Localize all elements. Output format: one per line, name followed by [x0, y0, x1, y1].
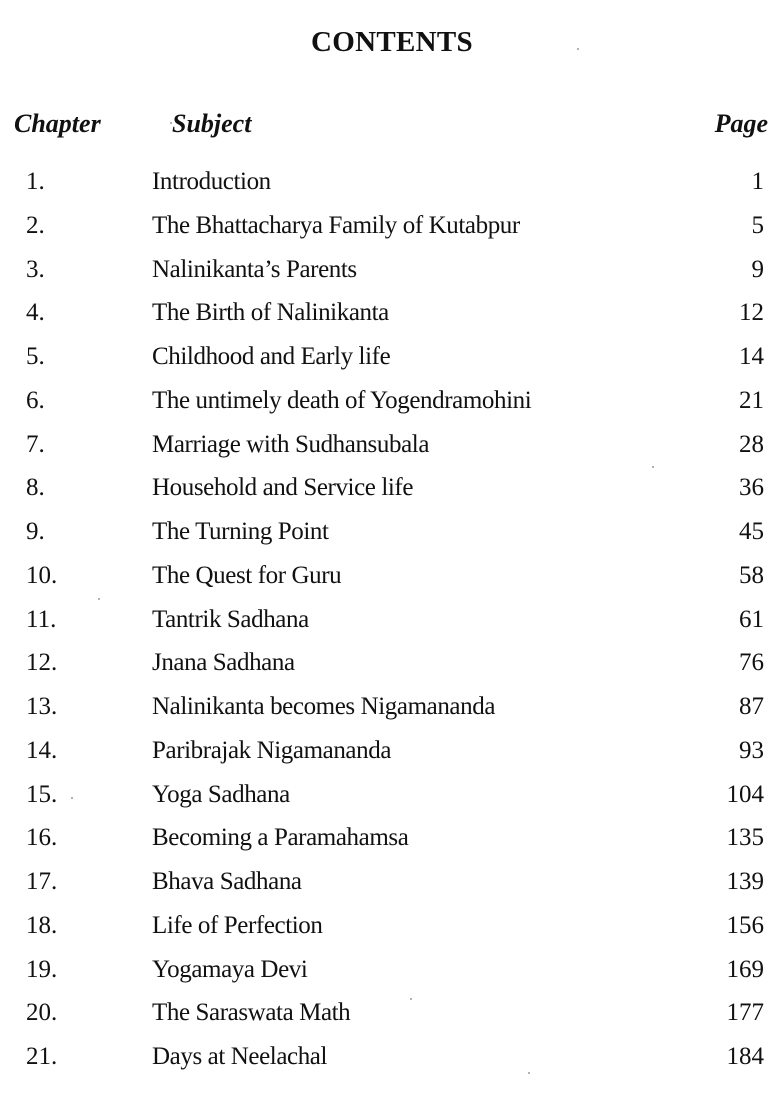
- chapter-subject: Becoming a Paramahamsa: [152, 824, 409, 852]
- column-header-subject: Subject: [172, 109, 252, 138]
- toc-row: [0, 204, 780, 248]
- toc-row: [0, 991, 780, 1035]
- page-number: 58: [739, 561, 764, 589]
- column-header-page: Page: [714, 109, 768, 138]
- chapter-number: 20.: [26, 999, 58, 1027]
- chapter-subject: The Quest for Guru: [152, 561, 342, 589]
- chapter-number: 4.: [26, 299, 45, 327]
- toc-row: [0, 598, 780, 642]
- page-number: 28: [739, 430, 764, 458]
- chapter-number: 21.: [26, 1043, 58, 1070]
- chapter-number: 9.: [26, 518, 45, 545]
- chapter-subject: The untimely death of Yogendramohini: [152, 386, 532, 414]
- toc-row: [0, 335, 780, 379]
- page-number: 104: [726, 780, 764, 808]
- chapter-number: 13.: [26, 693, 58, 720]
- toc-row: [0, 554, 780, 598]
- scan-speck: [71, 797, 73, 799]
- chapter-number: 17.: [26, 868, 58, 895]
- toc-row: [0, 685, 780, 729]
- page-number: 93: [739, 736, 764, 764]
- toc-row: [0, 1035, 780, 1079]
- page-number: 156: [726, 911, 764, 939]
- page-number: 87: [739, 693, 764, 720]
- scan-speck: [652, 466, 654, 468]
- chapter-subject: Nalinikanta’s Parents: [152, 255, 357, 283]
- page-number: 61: [739, 605, 764, 633]
- chapter-number: 11.: [26, 605, 57, 633]
- page-number: 12: [739, 299, 764, 327]
- toc-row: [0, 773, 780, 817]
- chapter-subject: Marriage with Sudhansubala: [152, 430, 430, 458]
- chapter-subject: Bhava Sadhana: [152, 868, 302, 895]
- toc-row: [0, 816, 780, 860]
- page-number: 169: [726, 955, 764, 983]
- page-number: 1: [751, 168, 764, 195]
- chapter-subject: Days at Neelachal: [152, 1043, 328, 1070]
- page-number: 177: [726, 999, 764, 1027]
- chapter-number: 3.: [26, 255, 45, 283]
- toc-row: [0, 160, 780, 204]
- scan-speck: [577, 48, 579, 50]
- chapter-subject: Nalinikanta becomes Nigamananda: [152, 693, 496, 720]
- chapter-subject: Life of Perfection: [152, 911, 323, 939]
- chapter-subject: The Turning Point: [152, 518, 329, 545]
- chapter-subject: Household and Service life: [152, 474, 414, 502]
- chapter-subject: The Bhattacharya Family of Kutabpur: [152, 211, 520, 239]
- chapter-subject: Childhood and Early life: [152, 343, 391, 370]
- page-number: 184: [726, 1043, 764, 1070]
- page-number: 21: [739, 386, 764, 414]
- toc-row: [0, 379, 780, 423]
- chapter-number: 16.: [26, 824, 58, 852]
- column-header-chapter: Chapter: [14, 109, 101, 138]
- toc-row: [0, 948, 780, 992]
- chapter-number: 8.: [26, 474, 45, 502]
- page-number: 36: [739, 474, 764, 502]
- chapter-subject: Tantrik Sadhana: [152, 605, 309, 633]
- chapter-number: 15.: [26, 780, 58, 808]
- toc-row: [0, 510, 780, 554]
- page-number: 9: [751, 255, 764, 283]
- chapter-subject: Yoga Sadhana: [152, 780, 290, 808]
- toc-row: [0, 423, 780, 467]
- scan-speck: [98, 598, 100, 600]
- scan-speck: [528, 1072, 530, 1074]
- page-number: 135: [726, 824, 764, 852]
- chapter-subject: Jnana Sadhana: [152, 649, 295, 677]
- page-number: 5: [751, 211, 764, 239]
- chapter-number: 5.: [26, 343, 45, 370]
- page-number: 139: [726, 868, 764, 895]
- chapter-subject: Paribrajak Nigamananda: [152, 736, 392, 764]
- toc-row: [0, 729, 780, 773]
- page-title: CONTENTS: [311, 26, 473, 58]
- scan-speck: [170, 122, 172, 124]
- toc-row: [0, 466, 780, 510]
- chapter-number: 14.: [26, 736, 58, 764]
- table-of-contents: [0, 160, 780, 1079]
- chapter-subject: Introduction: [152, 168, 271, 195]
- chapter-subject: The Birth of Nalinikanta: [152, 299, 389, 327]
- chapter-number: 12.: [26, 649, 58, 677]
- chapter-number: 19.: [26, 955, 58, 983]
- chapter-number: 10.: [26, 561, 58, 589]
- chapter-number: 7.: [26, 430, 45, 458]
- toc-row: [0, 860, 780, 904]
- chapter-number: 6.: [26, 386, 45, 414]
- chapter-number: 2.: [26, 211, 45, 239]
- toc-row: [0, 248, 780, 292]
- toc-row: [0, 641, 780, 685]
- page-number: 45: [739, 518, 764, 545]
- chapter-subject: Yogamaya Devi: [152, 955, 308, 983]
- toc-row: [0, 904, 780, 948]
- toc-row: [0, 291, 780, 335]
- page-number: 14: [739, 343, 764, 370]
- page-number: 76: [739, 649, 764, 677]
- scan-speck: [410, 998, 412, 1000]
- chapter-number: 1.: [26, 168, 45, 195]
- chapter-subject: The Saraswata Math: [152, 999, 351, 1027]
- chapter-number: 18.: [26, 911, 58, 939]
